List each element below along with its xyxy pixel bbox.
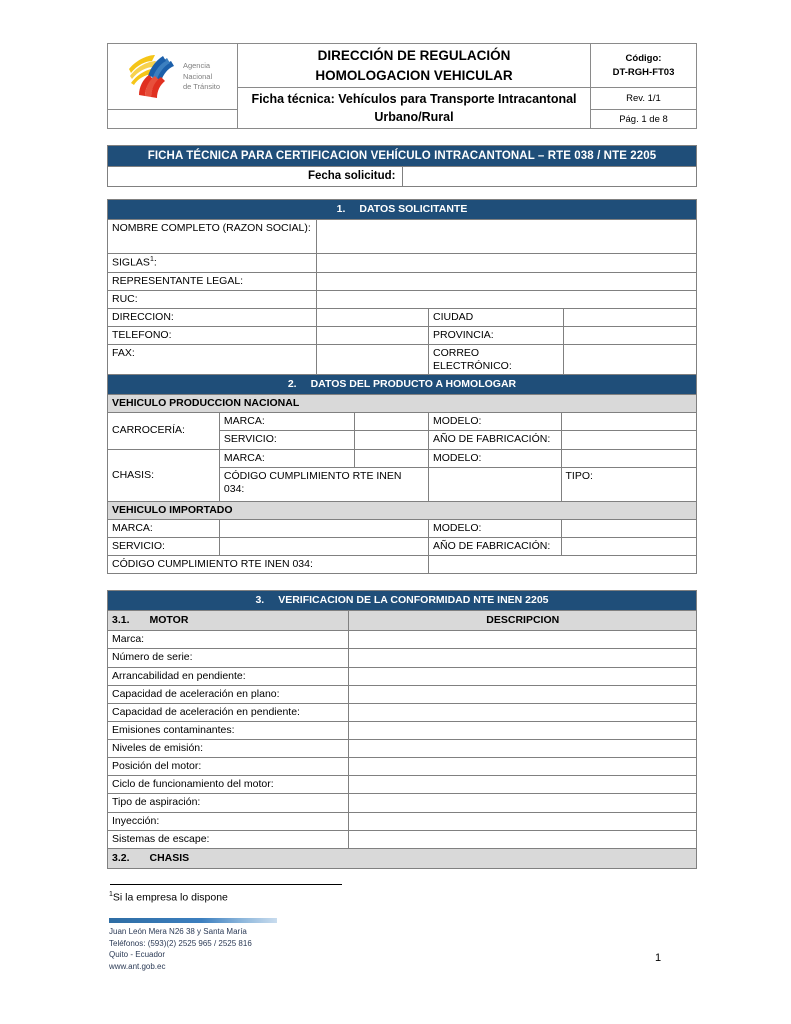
descripcion-column-header: DESCRIPCION [349,611,697,631]
section-datos-solicitante [107,199,697,379]
footer-accent-bar [109,918,277,923]
input-chasis-modelo[interactable] [561,449,696,467]
input-motor-posicion[interactable] [349,758,697,776]
section3-number: 3. [255,594,265,606]
codigo-label: Código: [625,53,662,65]
label-provincia: PROVINCIA: [429,327,564,345]
input-ciudad[interactable] [564,309,697,327]
label-nombre-completo: NOMBRE COMPLETO (RAZON SOCIAL): [108,220,317,254]
input-carroceria-anio[interactable] [561,431,696,449]
label-importado-anio: AÑO DE FABRICACIÓN: [428,537,561,555]
section-datos-producto [107,374,697,574]
input-motor-aceleracion-pendiente[interactable] [349,703,697,721]
codigo-value: DT-RGH-FT03 [612,66,675,78]
input-carroceria-modelo[interactable] [561,413,696,431]
banner-table [107,145,697,187]
input-motor-tipo-aspiracion[interactable] [349,794,697,812]
header-codigo-cell [591,44,697,88]
footnote-separator [110,884,342,885]
footer-address-line2: Teléfonos: (593)(2) 2525 965 / 2525 816 [109,938,252,948]
label-chasis-marca: MARCA: [219,449,354,467]
section3-header [108,591,697,611]
subsection-chasis-header [108,848,697,868]
input-telefono[interactable] [317,327,429,345]
logo-cell [108,44,238,110]
input-importado-anio[interactable] [561,537,696,555]
label-chasis-modelo: MODELO: [428,449,561,467]
document-header [107,43,697,129]
input-importado-marca[interactable] [219,519,428,537]
label-carroceria-anio: AÑO DE FABRICACIÓN: [428,431,561,449]
subsection-vehiculo-nacional: VEHICULO PRODUCCION NACIONAL [108,395,697,413]
label-motor-ciclo-funcionamiento: Ciclo de funcionamiento del motor: [108,776,349,794]
label-motor-niveles-emision: Niveles de emisión: [108,740,349,758]
input-siglas[interactable] [317,254,697,273]
input-motor-niveles-emision[interactable] [349,740,697,758]
input-carroceria-marca[interactable] [355,413,429,431]
input-motor-marca[interactable] [349,631,697,649]
section2-title: DATOS DEL PRODUCTO A HOMOLOGAR [310,378,517,390]
label-ruc: RUC: [108,290,317,308]
subsection-chasis-number: 3.2. [112,851,130,864]
section2-table [107,374,697,574]
label-motor-arrancabilidad: Arrancabilidad en pendiente: [108,667,349,685]
input-importado-modelo[interactable] [561,519,696,537]
input-motor-sistemas-escape[interactable] [349,830,697,848]
input-provincia[interactable] [564,327,697,345]
section2-header [108,375,697,395]
subsection-motor-number: 3.1. [112,614,130,627]
input-importado-servicio[interactable] [219,537,428,555]
input-importado-codigo-cumplimiento[interactable] [428,556,696,574]
label-motor-inyeccion: Inyección: [108,812,349,830]
logo-cell-filler [108,110,238,129]
header-subtitle-line1: Ficha técnica: Vehículos para Transporte Intracantonal [251,92,577,107]
logo-text-line2: Nacional [182,71,213,81]
header-revision: Rev. 1/1 [591,88,697,110]
header-table [107,43,697,129]
footer-address-line1: Juan León Mera N26 38 y Santa María [109,927,247,936]
footer-address [109,926,277,972]
label-motor-numero-serie: Número de serie: [108,649,349,667]
input-carroceria-servicio[interactable] [355,431,429,449]
input-representante-legal[interactable] [317,272,697,290]
input-motor-aceleracion-plano[interactable] [349,685,697,703]
section1-header [108,200,697,220]
subsection-chasis-title: CHASIS [149,851,190,864]
page-number: 1 [655,952,662,964]
fecha-solicitud-label: Fecha solicitud: [108,167,403,186]
label-motor-sistemas-escape: Sistemas de escape: [108,830,349,848]
footnote [109,890,228,905]
label-carroceria: CARROCERÍA: [108,413,220,449]
agencia-nacional-transito-logo-icon [125,49,177,105]
label-motor-posicion: Posición del motor: [108,758,349,776]
input-motor-numero-serie[interactable] [349,649,697,667]
label-chasis: CHASIS: [108,449,220,501]
label-motor-aceleracion-pendiente: Capacidad de aceleración en pendiente: [108,703,349,721]
logo-wordmark [183,61,220,91]
label-motor-tipo-aspiracion: Tipo de aspiración: [108,794,349,812]
section1-title: DATOS SOLICITANTE [359,203,468,215]
banner-title: FICHA TÉCNICA PARA CERTIFICACION VEHÍCULO INTRACANTONAL – RTE 038 / NTE 2205 [108,146,697,167]
header-pagina: Pág. 1 de 8 [591,110,697,129]
label-representante-legal: REPRESENTANTE LEGAL: [108,272,317,290]
header-title-line1: DIRECCIÓN DE REGULACIÓN [317,48,511,63]
section2-number: 2. [287,378,297,390]
label-importado-servicio: SERVICIO: [108,537,220,555]
input-chasis-codigo-cumplimiento[interactable] [428,467,561,501]
subsection-vehiculo-importado: VEHICULO IMPORTADO [108,501,697,519]
label-importado-modelo: MODELO: [428,519,561,537]
footer-website: www.ant.gob.ec [109,961,166,971]
footer-address-block [109,918,277,972]
header-subtitle-line2: Urbano/Rural [374,110,454,125]
input-motor-inyeccion[interactable] [349,812,697,830]
fecha-solicitud-input[interactable] [402,167,697,186]
subsection-motor-header [108,611,349,631]
label-carroceria-marca: MARCA: [219,413,354,431]
input-chasis-marca[interactable] [355,449,429,467]
label-chasis-codigo-cumplimiento: CÓDIGO CUMPLIMIENTO RTE INEN 034: [219,467,428,501]
label-motor-aceleracion-plano: Capacidad de aceleración en plano: [108,685,349,703]
input-motor-ciclo-funcionamiento[interactable] [349,776,697,794]
footnote-marker: 1 [109,891,113,898]
subsection-motor-title: MOTOR [149,614,189,627]
siglas-colon: : [153,256,157,269]
label-importado-marca: MARCA: [108,519,220,537]
label-correo-electronico: CORREO ELECTRÓNICO: [429,345,564,379]
label-carroceria-servicio: SERVICIO: [219,431,354,449]
section3-title: VERIFICACION DE LA CONFORMIDAD NTE INEN 2205 [278,594,549,606]
label-ciudad: CIUDAD [429,309,564,327]
section1-number: 1. [336,203,346,215]
header-title-line2: HOMOLOGACION VEHICULAR [315,67,513,83]
input-ruc[interactable] [317,290,697,308]
logo-text-line3: de Tránsito [182,81,221,91]
label-motor-marca: Marca: [108,631,349,649]
label-importado-codigo-cumplimiento: CÓDIGO CUMPLIMIENTO RTE INEN 034: [108,556,429,574]
main-banner [107,145,697,187]
section-verificacion-conformidad [107,590,697,869]
label-motor-emisiones-contaminantes: Emisiones contaminantes: [108,721,349,739]
input-motor-emisiones-contaminantes[interactable] [349,721,697,739]
section3-table [107,590,697,869]
section1-table [107,199,697,379]
input-direccion[interactable] [317,309,429,327]
label-direccion: DIRECCION: [108,309,317,327]
logo-text-line1: Agencia [182,61,211,71]
siglas-text: SIGLAS [112,256,150,269]
input-motor-arrancabilidad[interactable] [349,667,697,685]
footer-address-line3: Quito - Ecuador [109,950,166,960]
label-fax: FAX: [108,345,317,379]
label-chasis-tipo: TIPO: [561,467,696,501]
label-carroceria-modelo: MODELO: [428,413,561,431]
header-subtitle-cell [238,88,591,129]
header-title-cell [238,44,591,88]
siglas-footnote-marker: 1 [149,256,154,264]
label-telefono: TELEFONO: [108,327,317,345]
footnote-text: Si la empresa lo dispone [112,891,228,904]
label-siglas [108,254,317,273]
input-nombre-completo[interactable] [317,220,697,254]
